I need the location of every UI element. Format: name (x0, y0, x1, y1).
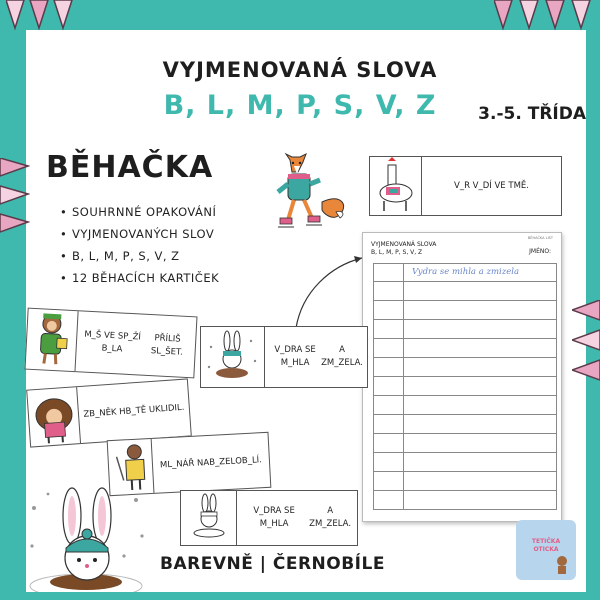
monkey-icon (26, 309, 79, 372)
worksheet-row (373, 339, 557, 358)
feature-item: • VYJMENOVANÝCH SLOV (60, 227, 219, 241)
worksheet-row (373, 453, 557, 472)
worksheet-row (373, 358, 557, 377)
card-bunny-color-picture (201, 327, 265, 387)
card-monkey (24, 308, 197, 379)
grade-label: 3.-5. TŘÍDA (478, 104, 586, 124)
worksheet-preview (362, 232, 562, 522)
card-bunny-bw-line-1: V_DRA SE M_HLA (253, 506, 295, 529)
worksheet-corner-label: BĚHAČKA LIST (527, 236, 553, 240)
card-bunny-bw-line-2: A ZM_ZELA. (309, 506, 352, 529)
worksheet-row-picture (374, 472, 404, 490)
card-bunny-bw-text (237, 491, 357, 545)
card-miner-text (152, 433, 271, 493)
worksheet-row (373, 415, 557, 434)
worksheet-row-picture (374, 491, 404, 509)
title-line-2: B, L, M, P, S, V, Z (163, 90, 437, 121)
card-monkey-text (75, 311, 196, 377)
hedgehog-icon (27, 387, 81, 446)
side-pennant-left-decoration (0, 158, 30, 238)
worksheet-example-answer: Vydra se mihla a zmizela (412, 267, 520, 277)
section-heading: BĚHAČKA (46, 150, 214, 185)
worksheet-row-picture (374, 358, 404, 376)
worksheet-row-picture (374, 396, 404, 414)
card-llama (369, 156, 562, 216)
card-monkey-picture (26, 309, 79, 372)
title-line-1: VYJMENOVANÁ SLOVA (162, 58, 438, 82)
card-bunny-color-line-1: V_DRA SE M_HLA (274, 345, 316, 368)
card-hedgehog-text: ZB_NĚK HB_TĚ UKLIDIL. (83, 402, 185, 420)
feature-list (60, 205, 219, 293)
card-monkey-line-1: M_Š VE SP_ŽÍ B_LA (84, 329, 142, 355)
bunny-illustration (24, 486, 152, 592)
card-llama-picture (370, 157, 422, 215)
card-hedgehog-picture (27, 387, 81, 446)
worksheet-row-picture (374, 264, 404, 281)
worksheet-row (373, 320, 557, 339)
card-miner-line-2: OB_LÍ. (234, 454, 263, 467)
card-bunny-color (200, 326, 368, 388)
bunny-outline-icon (181, 491, 237, 545)
feature-item: • SOUHRNNÉ OPAKOVÁNÍ (60, 205, 219, 219)
llama-icon (370, 157, 422, 215)
worksheet-row-picture (374, 415, 404, 433)
worksheet-row-picture (374, 320, 404, 338)
card-bunny-bw (180, 490, 358, 546)
worksheet-row-picture (374, 434, 404, 452)
logo-line-1: TETIČKA (531, 538, 561, 545)
worksheet-row-picture (374, 301, 404, 319)
worksheet-title (371, 241, 436, 256)
feature-item: • B, L, M, P, S, V, Z (60, 249, 219, 263)
footer-label: BAREVNĚ | ČERNOBÍLE (160, 554, 385, 574)
brand-logo (516, 520, 576, 580)
worksheet-row-picture (374, 339, 404, 357)
worksheet-row (373, 472, 557, 491)
card-llama-text: V_R V_DÍ VE TMĚ. (454, 180, 529, 191)
worksheet-row (373, 491, 557, 510)
card-bunny-color-line-2: A ZM_ZELA. (321, 345, 364, 368)
pennant-left-decoration (6, 0, 76, 32)
worksheet-name-label: JMÉNO: (529, 248, 551, 255)
card-monkey-line-2: PŘÍLIŠ SL_ŠET. (150, 333, 184, 358)
worksheet-row (373, 282, 557, 301)
worksheet-row (373, 263, 557, 282)
feature-item: • 12 BĚHACÍCH KARTIČEK (60, 271, 219, 285)
side-pennant-right-decoration (572, 300, 600, 390)
pennant-right-decoration (494, 0, 600, 32)
worksheet-row (373, 377, 557, 396)
arrow-indicator (290, 252, 370, 332)
bunny-icon (201, 327, 265, 387)
worksheet-row-picture (374, 453, 404, 471)
card-miner-line-1: ML_NÁŘ NAB_ZEL (159, 456, 236, 471)
fox-illustration (272, 152, 352, 234)
worksheet-row-picture (374, 377, 404, 395)
worksheet-row (373, 434, 557, 453)
worksheet-row (373, 396, 557, 415)
worksheet-title-line-1: VYJMENOVANÁ SLOVA (371, 241, 437, 248)
monkey-logo-icon (552, 554, 572, 576)
worksheet-title-line-2: B, L, M, P, S, V, Z (371, 248, 423, 256)
card-bunny-bw-picture (181, 491, 237, 545)
logo-line-2: OTICKA (533, 546, 559, 553)
worksheet-row-picture (374, 282, 404, 300)
card-bunny-color-text (265, 327, 367, 387)
worksheet-row (373, 301, 557, 320)
